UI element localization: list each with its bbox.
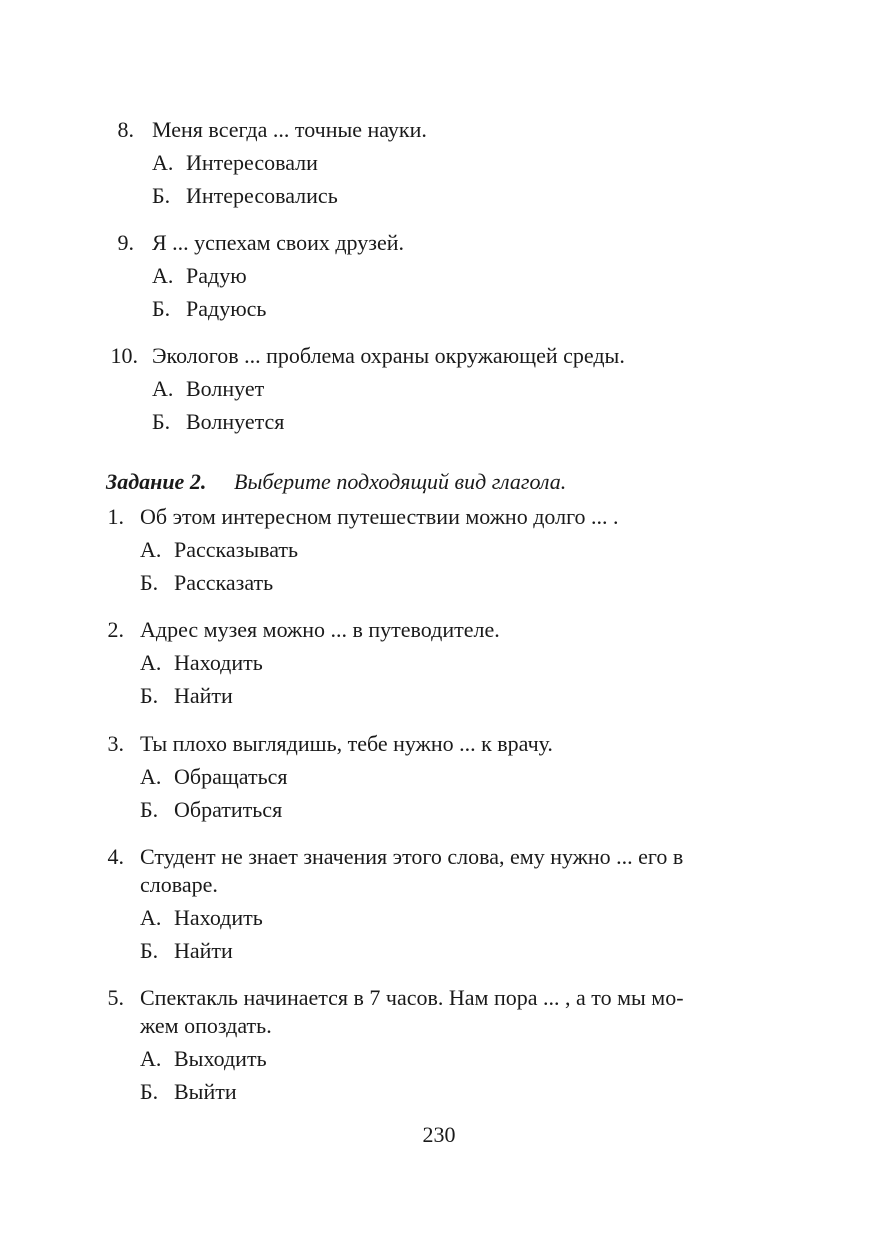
question-text: Экологов ... проблема охраны окружающей среды. (152, 343, 625, 368)
option-text: Найти (174, 938, 233, 963)
option-a (152, 375, 786, 408)
question-text: Я ... успехам своих друзей. (152, 230, 404, 255)
question-number: 9. (117, 230, 134, 255)
option-letter: А. (152, 150, 174, 175)
option-text: Выходить (174, 1046, 267, 1071)
option-text: Находить (174, 650, 263, 675)
option-a (140, 904, 776, 937)
option-a (152, 149, 786, 182)
task-heading (106, 468, 567, 496)
option-text: Найти (174, 683, 233, 708)
task-instruction: Выберите подходящий вид глагола. (234, 469, 567, 494)
question-text-line-1: Студент не знает значения этого слова, ему нужно ... его в (140, 844, 684, 869)
option-letter: А. (140, 905, 162, 930)
question-text-line-2: жем опоздать. (140, 1013, 272, 1038)
option-b (152, 408, 786, 441)
option-a (140, 649, 776, 682)
question-text: Адрес музея можно ... в путеводителе. (140, 617, 500, 642)
option-a (140, 536, 776, 569)
option-text: Волнует (186, 376, 265, 401)
option-letter: Б. (140, 570, 159, 595)
option-b (152, 182, 786, 215)
option-letter: А. (140, 537, 162, 562)
option-letter: А. (140, 1046, 162, 1071)
option-text: Интересовали (186, 150, 318, 175)
question-number: 10. (110, 343, 138, 368)
option-letter: А. (152, 376, 174, 401)
option-text: Рассказывать (174, 537, 299, 562)
task2-question-2 (106, 616, 776, 715)
option-text: Находить (174, 905, 263, 930)
option-letter: Б. (152, 296, 171, 321)
option-b (140, 682, 776, 715)
task2-question-1 (106, 503, 776, 602)
question-number: 8. (117, 117, 134, 142)
question-text: Об этом интересном путешествии можно долго ... . (140, 504, 619, 529)
question-text-line-1: Спектакль начинается в 7 часов. Нам пора ... , а то мы мо- (140, 985, 684, 1010)
question-10 (106, 342, 786, 441)
option-letter: Б. (152, 183, 171, 208)
option-a (140, 1045, 776, 1078)
option-text: Рассказать (174, 570, 274, 595)
option-letter: Б. (140, 683, 159, 708)
question-number: 5. (107, 985, 124, 1010)
question-number: 1. (107, 504, 124, 529)
question-number: 2. (107, 617, 124, 642)
option-letter: Б. (140, 938, 159, 963)
option-letter: А. (140, 650, 162, 675)
option-text: Выйти (174, 1079, 237, 1104)
question-text: Ты плохо выглядишь, тебе нужно ... к врачу. (140, 731, 553, 756)
task2-question-3 (106, 730, 776, 829)
option-letter: А. (152, 263, 174, 288)
task2-question-5 (106, 984, 776, 1111)
option-letter: Б. (152, 409, 171, 434)
question-text-line-2: словаре. (140, 872, 218, 897)
option-letter: Б. (140, 797, 159, 822)
option-text: Обращаться (174, 764, 288, 789)
option-b (140, 569, 776, 602)
question-number: 4. (107, 844, 124, 869)
task2-question-4 (106, 843, 776, 970)
option-a (152, 262, 786, 295)
option-text: Интересовались (186, 183, 338, 208)
page-number: 230 (422, 1122, 456, 1147)
option-a (140, 763, 776, 796)
task-label: Задание 2. (106, 469, 207, 494)
option-text: Волнуется (186, 409, 285, 434)
option-text: Радую (186, 263, 247, 288)
option-text: Радуюсь (186, 296, 267, 321)
option-b (140, 796, 776, 829)
option-text: Обратиться (174, 797, 283, 822)
question-9 (106, 229, 786, 328)
option-b (140, 1078, 776, 1111)
option-letter: Б. (140, 1079, 159, 1104)
option-b (152, 295, 786, 328)
question-text: Меня всегда ... точные науки. (152, 117, 427, 142)
question-number: 3. (107, 731, 124, 756)
option-b (140, 937, 776, 970)
question-8 (106, 116, 786, 215)
option-letter: А. (140, 764, 162, 789)
